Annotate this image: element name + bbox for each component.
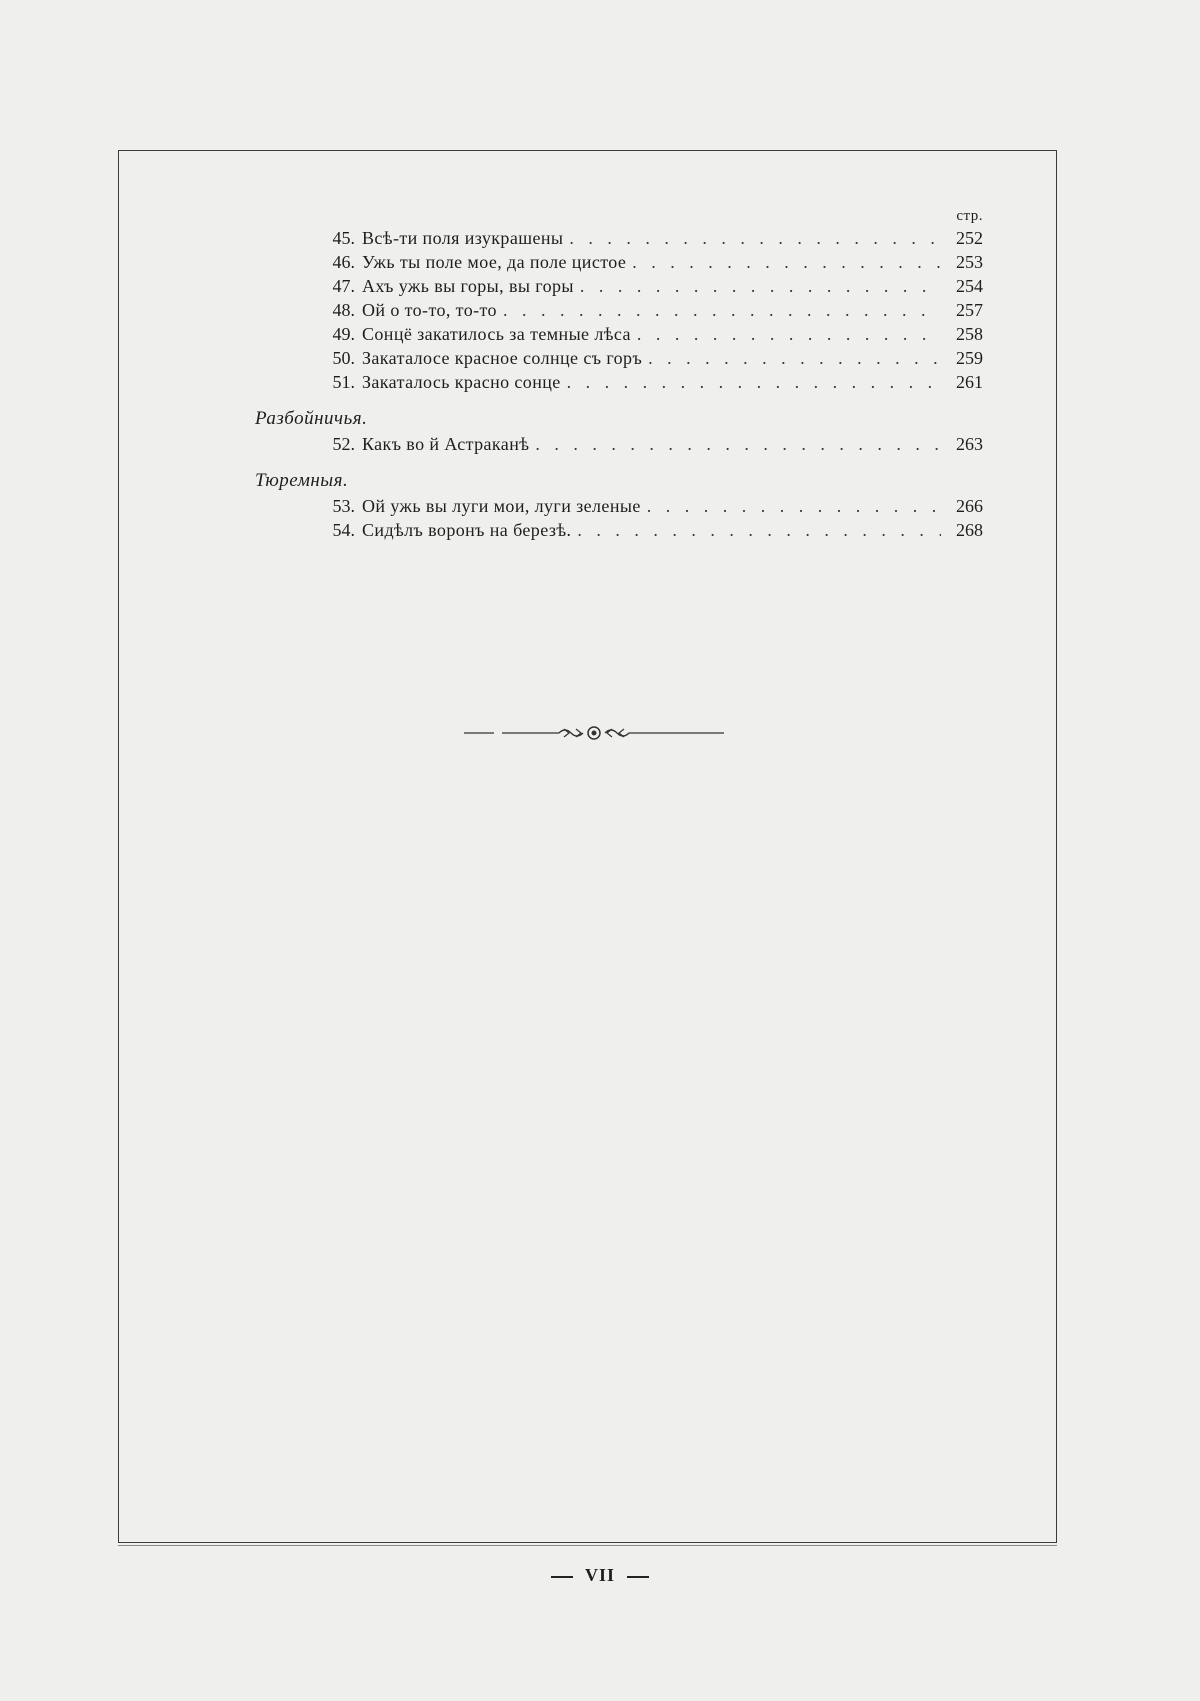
toc-entry xyxy=(255,518,983,542)
entry-number: 46. xyxy=(332,252,355,272)
entry-title: Какъ во й Астраканѣ xyxy=(362,434,530,454)
dot-leader xyxy=(577,518,941,542)
entry-page: 253 xyxy=(956,252,983,272)
toc-entry xyxy=(255,346,983,370)
page-column-label: стр. xyxy=(956,208,983,224)
entry-number: 48. xyxy=(332,300,355,320)
dot-leader xyxy=(569,226,941,250)
entry-page: 268 xyxy=(956,520,983,540)
toc-entry xyxy=(255,322,983,346)
entry-page: 252 xyxy=(956,228,983,248)
toc-entry xyxy=(255,250,983,274)
entry-title: Ахъ ужь вы горы, вы горы xyxy=(362,276,574,296)
section-heading-turemnyya: Тюремныя. xyxy=(255,470,349,491)
toc-group-2 xyxy=(255,432,983,456)
entry-number: 54. xyxy=(332,520,355,540)
toc-entry xyxy=(255,432,983,456)
dot-leader xyxy=(567,370,941,394)
toc-group-3 xyxy=(255,494,983,542)
entry-number: 50. xyxy=(332,348,355,368)
entry-title: Сонцё закатилось за темные лѣса xyxy=(362,324,631,344)
toc-entry xyxy=(255,226,983,250)
entry-title: Закаталосе красное солнце съ горъ xyxy=(362,348,643,368)
entry-page: 257 xyxy=(956,300,983,320)
dot-leader xyxy=(580,274,941,298)
entry-number: 45. xyxy=(332,228,355,248)
dot-leader xyxy=(637,322,941,346)
page-footer xyxy=(0,1565,1200,1586)
entry-page: 261 xyxy=(956,372,983,392)
entry-page: 266 xyxy=(956,496,983,516)
toc-entry xyxy=(255,370,983,394)
entry-number: 53. xyxy=(332,496,355,516)
dot-leader xyxy=(648,346,941,370)
toc-entry xyxy=(255,298,983,322)
dot-leader xyxy=(503,298,941,322)
entry-title: Всѣ-ти поля изукрашены xyxy=(362,228,564,248)
page-number: VII xyxy=(584,1565,615,1585)
ornamental-divider xyxy=(464,722,724,744)
entry-title: Ужь ты поле мое, да поле цистое xyxy=(362,252,627,272)
entry-number: 52. xyxy=(332,434,355,454)
table-of-contents xyxy=(255,206,983,542)
toc-group-1 xyxy=(255,226,983,394)
entry-page: 254 xyxy=(956,276,983,296)
entry-page: 259 xyxy=(956,348,983,368)
entry-page: 258 xyxy=(956,324,983,344)
toc-entry xyxy=(255,494,983,518)
entry-title: Закаталось красно сонце xyxy=(362,372,561,392)
entry-title: Сидѣлъ воронъ на березѣ. xyxy=(362,520,572,540)
toc-entry xyxy=(255,274,983,298)
dot-leader xyxy=(647,494,941,518)
section-heading-razboinichya: Разбойничья. xyxy=(255,408,368,429)
entry-title: Ой о то-то, то-то xyxy=(362,300,497,320)
dot-leader xyxy=(632,250,941,274)
entry-number: 47. xyxy=(332,276,355,296)
entry-page: 263 xyxy=(956,434,983,454)
entry-title: Ой ужь вы луги мои, луги зеленые xyxy=(362,496,641,516)
page-border-underline xyxy=(118,1545,1057,1546)
entry-number: 51. xyxy=(332,372,355,392)
dot-leader xyxy=(535,432,941,456)
entry-number: 49. xyxy=(332,324,355,344)
